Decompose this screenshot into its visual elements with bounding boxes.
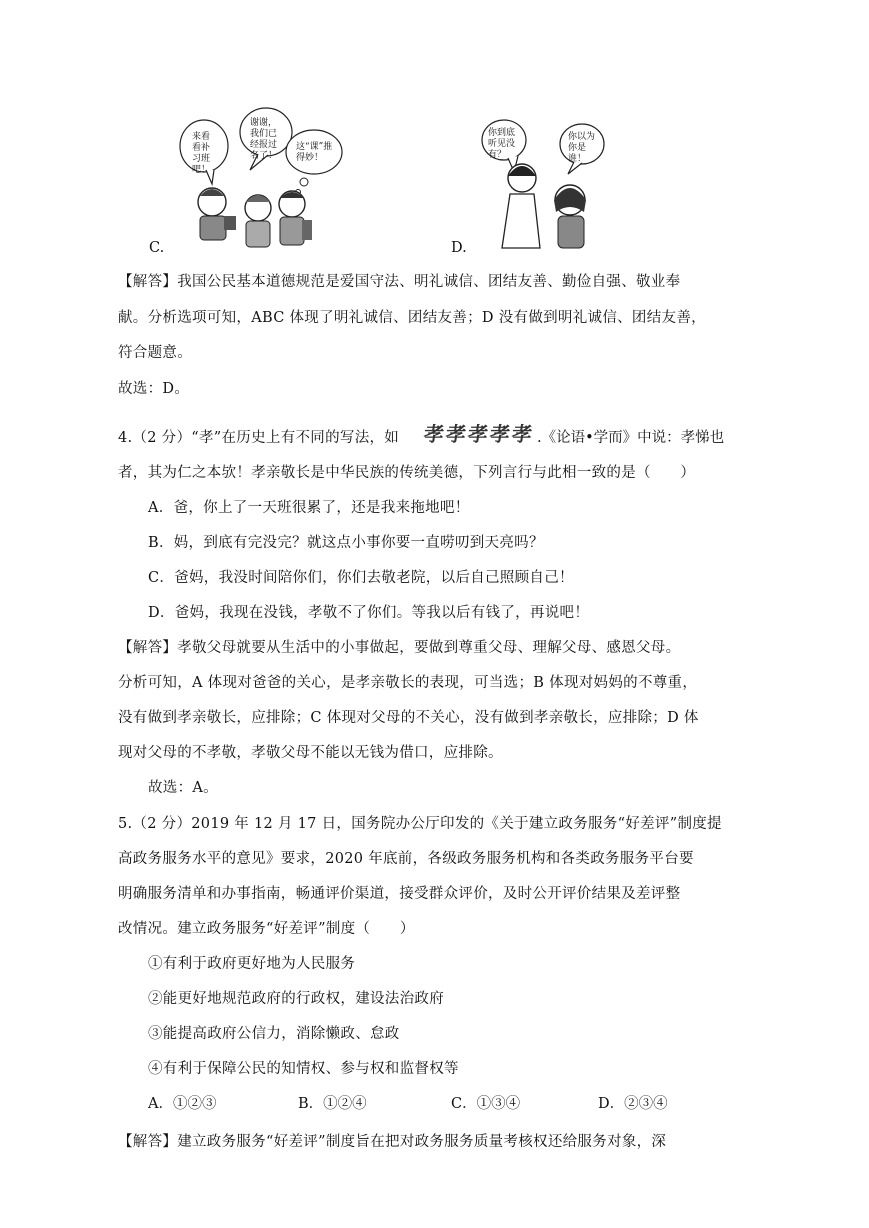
q3-answer-line-3: 符合题意。 bbox=[118, 345, 192, 361]
q4-answer-line-1: 【解答】孝敬父母就要从生活中的小事做起，要做到尊重父母、理解父母、感恩父母。 bbox=[118, 640, 681, 656]
q5-statement-4: ④有利于保障公民的知情权、参与权和监督权等 bbox=[148, 1061, 459, 1077]
cartoon-d-image bbox=[478, 116, 618, 252]
calligraphy-char-3: 孝 bbox=[466, 422, 492, 446]
calligraphy-char-4: 孝 bbox=[488, 422, 514, 446]
q3-choice: 故选：D。 bbox=[118, 381, 190, 397]
q5-option-b: B．①②④ bbox=[298, 1096, 367, 1112]
calligraphy-image bbox=[422, 418, 536, 448]
q5-stem-line-4: 改情况。建立政务服务“好差评”制度（ ） bbox=[118, 921, 415, 937]
cartoon-d-bubble-2: 你以为你是谁！ bbox=[568, 132, 596, 164]
q4-option-d: D．爸妈，我现在没钱，孝敬不了你们。等我以后有钱了，再说吧！ bbox=[148, 605, 590, 621]
cartoon-c-bubble-3: 这“课”推得妙！ bbox=[296, 142, 333, 163]
cartoon-c-bubble-1: 来看看补习班吧！ bbox=[192, 132, 211, 175]
calligraphy-char-5: 孝 bbox=[510, 422, 536, 446]
cartoon-c-image bbox=[176, 104, 346, 252]
q4-stem-line-2: 者，其为仁之本欤！孝亲敬长是中华民族的传统美德，下列言行与此相一致的是（ ） bbox=[118, 465, 696, 481]
q4-answer-line-4: 现对父母的不孝敬，孝敬父母不能以无钱为借口，应排除。 bbox=[118, 745, 503, 761]
calligraphy-char-2: 孝 bbox=[444, 422, 470, 446]
q5-option-c: C．①③④ bbox=[451, 1096, 521, 1112]
q4-answer-line-2: 分析可知，A 体现对爸爸的关心，是孝亲敬长的表现，可当选；B 体现对妈妈的不尊重， bbox=[118, 675, 698, 691]
q5-option-d: D．②③④ bbox=[598, 1096, 668, 1112]
q3-answer-line-2: 献。分析选项可知，ABC 体现了明礼诚信、团结友善；D 没有做到明礼诚信、团结友善， bbox=[118, 310, 706, 326]
q5-statement-3: ③能提高政府公信力，消除懒政、怠政 bbox=[148, 1026, 400, 1042]
q4-choice: 故选：A。 bbox=[148, 780, 218, 796]
q4-answer-line-3: 没有做到孝亲敬长，应排除；C 体现对父母的不关心，没有做到孝亲敬长，应排除；D 体 bbox=[118, 710, 699, 726]
q4-stem-pre: 4.（2 分）“孝”在历史上有不同的写法，如 bbox=[118, 430, 400, 446]
q4-stem-post: .《论语•学而》中说：孝悌也 bbox=[537, 430, 725, 446]
option-d-label: D. bbox=[451, 240, 467, 256]
q5-statement-1: ①有利于政府更好地为人民服务 bbox=[148, 956, 356, 972]
q4-option-a: A．爸，你上了一天班很累了，还是我来拖地吧！ bbox=[148, 500, 470, 516]
q4-option-c: C．爸妈，我没时间陪你们，你们去敬老院，以后自己照顾自己！ bbox=[148, 570, 574, 586]
q5-stem-line-3: 明确服务清单和办事指南，畅通评价渠道，接受群众评价，及时公开评价结果及差评整 bbox=[118, 886, 681, 902]
cartoon-d-bubble-1: 你到底听见没有？ bbox=[488, 128, 516, 160]
q5-stem-line-2: 高政务服务水平的意见》要求，2020 年底前，各级政务服务机构和各类政务服务平台要 bbox=[118, 851, 694, 867]
option-c-label: C. bbox=[149, 240, 165, 256]
cartoon-c-bubble-2: 谢谢，我们已经报过名了！ bbox=[250, 118, 278, 161]
q5-option-a: A．①②③ bbox=[148, 1096, 217, 1112]
q3-answer-line-1: 【解答】我国公民基本道德规范是爱国守法、明礼诚信、团结友善、勤俭自强、敬业奉 bbox=[118, 274, 681, 290]
q5-stem-line-1: 5.（2 分）2019 年 12 月 17 日，国务院办公厅印发的《关于建立政务服务“好差评”制度提 bbox=[118, 816, 722, 832]
q4-option-b: B．妈，到底有完没完？就这点小事你要一直唠叨到天亮吗？ bbox=[148, 535, 544, 551]
q5-answer-line-1: 【解答】建立政务服务“好差评”制度旨在把对政务服务质量考核权还给服务对象，深 bbox=[118, 1134, 667, 1150]
calligraphy-char-1: 孝 bbox=[422, 422, 448, 446]
q5-statement-2: ②能更好地规范政府的行政权，建设法治政府 bbox=[148, 991, 444, 1007]
